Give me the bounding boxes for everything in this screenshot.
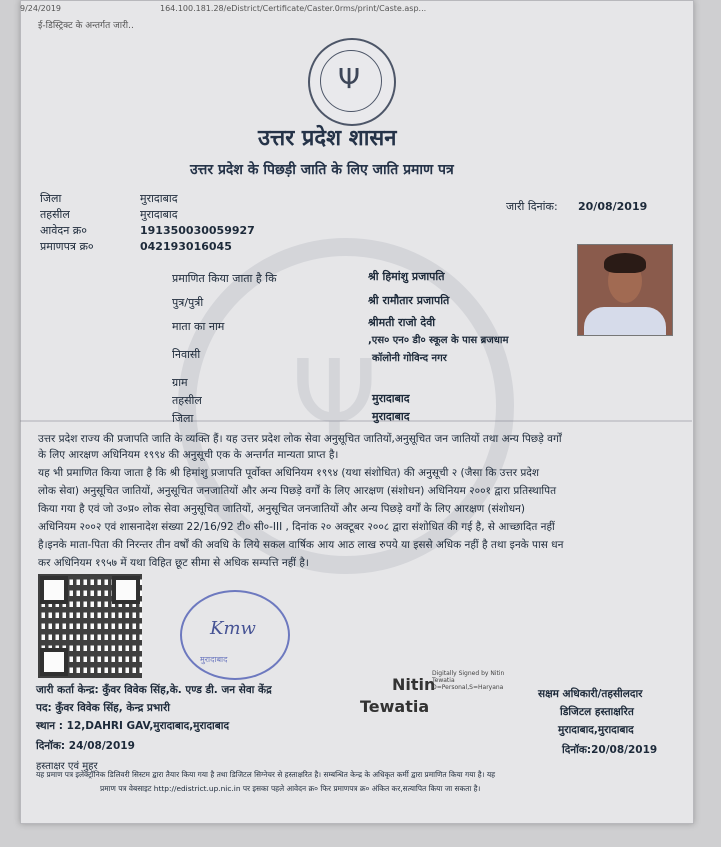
district2-label: जिला — [172, 412, 194, 425]
digital-signer-last: Tewatia — [360, 697, 430, 716]
resident-label: निवासी — [172, 348, 201, 361]
issuer-place: स्थान : 12,DAHRI GAV,मुरादाबाद,मुरादाबाद — [36, 720, 230, 732]
mother-name: श्रीमती राजो देवी — [368, 316, 436, 329]
district-label: जिला — [40, 192, 62, 205]
body-line-2: के लिए आरक्षण अधिनियम १९९४ की अनुसूची एक के अन्तर्गत मान्यता प्राप्त है। — [38, 449, 339, 461]
tehsil2-value: मुरादाबाद — [372, 392, 410, 405]
officer-signature: डिजिटल हस्ताक्षरित — [560, 706, 634, 718]
parent-label: पुत्र/पुत्री — [172, 296, 204, 309]
village-label: ग्राम — [172, 376, 188, 389]
tehsil-label: तहसील — [40, 208, 70, 221]
district2-value: मुरादाबाद — [372, 410, 410, 423]
footer-line-1: यह प्रमाण पत्र इलेक्ट्रॉनिक डिलिवरी सिस्टम द्वारा तैयार किया गया है तथा डिजिटल सिग्नेचर से हस्ताक्षरित है। सम्बन्धित केन्द्र के अधिकृत कर्मी द्वारा प्रमाणित किया गया है। यह — [36, 770, 496, 779]
tehsil-value: मुरादाबाद — [140, 208, 178, 221]
up-govt-seal-icon: Ψ — [308, 38, 396, 126]
body-line-7: है।इनके माता-पिता की निरन्तर तीन वर्षों की अवधि के लिये सकल वार्षिक आय आठ लाख रुपये या इससे अधिक नहीं है तथा इनके पास धन — [38, 539, 564, 551]
resident-line-2: कॉलोनी गोविन्द नगर — [372, 353, 447, 364]
office-stamp — [180, 590, 290, 680]
officer-date: दिनॉक:20/08/2019 — [562, 744, 658, 756]
issuer-seal-label: हस्ताक्षर एवं मुहर — [36, 761, 98, 772]
emblem-watermark-icon: Ψ — [291, 336, 378, 464]
body-line-5: किया गया है एवं जो उ०प्र० लोक सेवा अनुसूचित जातियों, अनुसूचित जनजातियों और अन्य पिछड़े वर्गों के लिए आरक्षण (संशोधन) — [38, 503, 525, 515]
print-date: 9/24/2019 — [20, 4, 62, 13]
parent-name: श्री रामौतार प्रजापति — [368, 294, 450, 307]
stamp-signature: Kmw — [210, 618, 256, 639]
officer-title: सक्षम अधिकारी/तहसीलदार — [538, 688, 643, 700]
qr-code-icon — [38, 574, 142, 678]
issue-date: 20/08/2019 — [578, 200, 648, 213]
applicant-photo — [577, 244, 673, 336]
stamp-text: मुरादाबाद — [200, 655, 228, 664]
body-line-8: कर अधिनियम १९५७ में यथा विहित छूट सीमा से अधिक सम्पत्ति नहीं है। — [38, 557, 309, 569]
body-line-3: यह भी प्रमाणित किया जाता है कि श्री हिमांशु प्रजापति पूर्वोक्त अधिनियम १९९४ (यथा संशोधित) की अनुसूची २ (जैसा कि उत्तर प्रदेश — [38, 467, 540, 479]
certificate-label: प्रमाणपत्र क्र० — [40, 240, 94, 253]
certificate-title: उत्तर प्रदेश के पिछड़ी जाति के लिए जाति प्रमाण पत्र — [190, 162, 454, 178]
application-number: 191350030059927 — [140, 224, 255, 237]
body-line-1: उत्तर प्रदेश राज्य की प्रजापति जाति के व्यक्ति हैं। यह उत्तर प्रदेश लोक सेवा अनुसूचित जातियों,अनुसूचित जन जातियों तथा अन्य पिछड़े वर्गों — [38, 433, 562, 445]
certificate-number: 042193016045 — [140, 240, 232, 253]
mother-label: माता का नाम — [172, 320, 225, 333]
resident-line-1: ,एस० एन० डी० स्कूल के पास ब्रजधाम — [368, 335, 509, 346]
sig-line-3: O=Personal,S=Haryana — [432, 684, 504, 691]
district-value: मुरादाबाद — [140, 192, 178, 205]
applicant-name: श्री हिमांशु प्रजापति — [368, 270, 445, 283]
issuer-date: दिनॉक: 24/08/2019 — [36, 740, 135, 752]
print-url: 164.100.181.28/eDistrict/Certificate/Caster.0rms/print/Caste.asp... — [160, 4, 427, 13]
footer-line-2: प्रमाण पत्र वेबसाइट http://edistrict.up.nic.in पर इसका पहले आवेदन क्र० फिर प्रमाणपत्र क्र० अंकित कर,सत्यापित किया जा सकता है। — [100, 784, 481, 793]
sig-line-2: Tewatia — [432, 677, 455, 684]
certify-label: प्रमाणित किया जाता है कि — [172, 272, 277, 285]
issue-date-label: जारी दिनांक: — [506, 200, 558, 213]
body-line-6: अधिनियम २००२ एवं शासनादेश संख्या 22/16/92 टी० सी०-III , दिनांक २० अक्टूबर २००८ द्वारा संशोधित की गई है, से आच्छादित नहीं — [38, 521, 555, 533]
issuer-center: जारी कर्ता केन्द्र: कुँवर विवेक सिंह,के. एण्ड डी. जन सेवा केंद्र — [36, 684, 272, 696]
govt-title: उत्तर प्रदेश शासन — [258, 126, 397, 151]
issuer-post: पद: कुँवर विवेक सिंह, केन्द्र प्रभारी — [36, 702, 171, 714]
body-line-4: लोक सेवा) अनुसूचित जातियों, अनुसूचित जनजातियों और अन्य पिछड़े वर्गों के लिए आरक्षण (संशोधन) अधिनियम २००१ द्वारा प्रतिस्थापित — [38, 485, 557, 497]
digital-sign-details — [432, 670, 504, 691]
officer-place: मुरादाबाद,मुरादाबाद — [558, 724, 634, 736]
tehsil2-label: तहसील — [172, 394, 202, 407]
application-label: आवेदन क्र० — [40, 224, 87, 237]
sig-line-1: Digitally Signed by Nitin — [432, 670, 505, 677]
back-link[interactable]: ई-डिस्ट्रिक्ट के अन्तर्गत जारी.. — [38, 21, 134, 31]
digital-signer-first: Nitin — [392, 675, 436, 694]
